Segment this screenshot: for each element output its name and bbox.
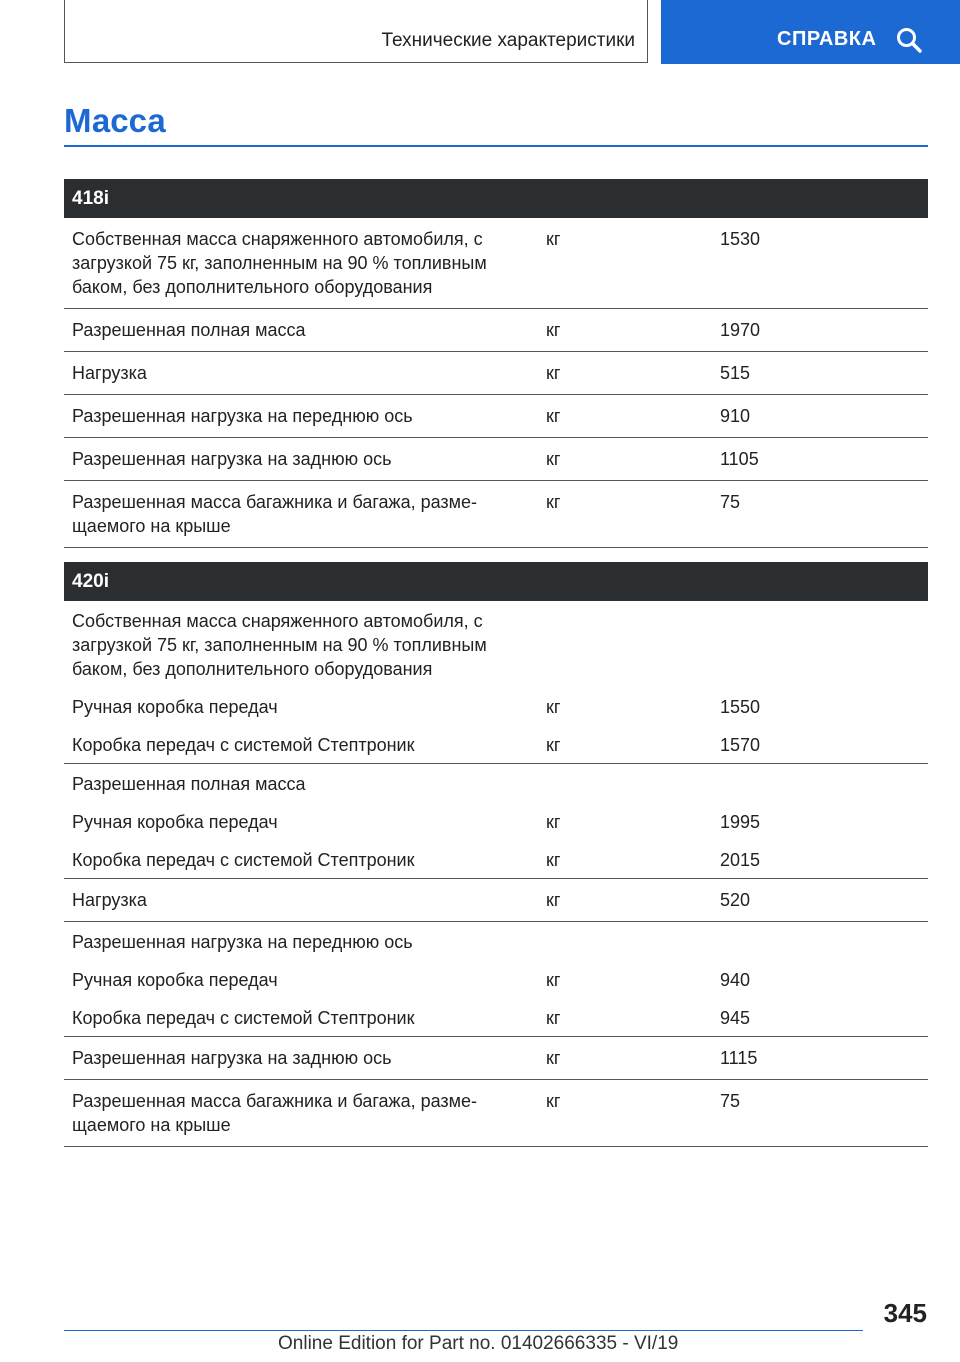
table-row — [64, 687, 928, 725]
help-button[interactable] — [661, 0, 960, 64]
page-title: Масса — [64, 102, 166, 139]
title-divider — [64, 145, 928, 147]
row-label: Ручная коробка передач — [72, 970, 278, 990]
row-unit: кг — [543, 395, 720, 438]
page-number: 345 — [883, 1298, 927, 1328]
table-row — [64, 352, 928, 395]
table-row — [64, 1037, 928, 1080]
row-unit: кг — [543, 998, 720, 1037]
group-header-row — [64, 601, 928, 687]
group-label: Собственная масса снаряженного автомобиля, с загрузкой 75 кг, заполненным на 90 % топливным баком, без дополнительного оборудования — [72, 611, 487, 679]
row-unit: кг — [543, 1080, 720, 1147]
row-value: 520 — [720, 879, 928, 922]
row-value: 2015 — [720, 840, 928, 879]
row-label: Разрешенная масса багажника и багажа, размещаемого на крыше — [64, 1080, 543, 1147]
row-value: 945 — [720, 998, 928, 1037]
row-unit: кг — [546, 970, 561, 990]
table-row — [64, 725, 928, 764]
row-label: Разрешенная нагрузка на заднюю ось — [64, 1037, 543, 1080]
spec-table-420i — [64, 562, 928, 1147]
table-row — [64, 309, 928, 352]
row-unit: кг — [543, 352, 720, 395]
row-label: Собственная масса снаряженного автомобиля, с загрузкой 75 кг, заполненным на 90 % топливным баком, без дополнительного оборудования — [64, 218, 543, 309]
spec-table-418i — [64, 179, 928, 548]
row-value: 515 — [720, 352, 928, 395]
row-label: Ручная коробка передач — [72, 812, 278, 832]
row-value: 1530 — [720, 218, 928, 309]
row-unit: кг — [543, 309, 720, 352]
row-value: 910 — [720, 395, 928, 438]
edition-footer: Online Edition for Part no. 01402666335 - VI/19 — [278, 1333, 679, 1354]
row-label: Нагрузка — [64, 352, 543, 395]
row-label: Нагрузка — [64, 879, 543, 922]
row-value: 1970 — [720, 309, 928, 352]
row-value: 75 — [720, 481, 928, 548]
group-label: Разрешенная полная масса — [72, 774, 306, 794]
row-value: 1570 — [720, 725, 928, 764]
row-value: 1550 — [720, 697, 761, 717]
row-unit: кг — [546, 812, 561, 832]
group-header-row — [64, 764, 928, 803]
row-value: 940 — [720, 970, 751, 990]
table-header-row — [64, 562, 928, 601]
table-row — [64, 998, 928, 1037]
table-row — [64, 481, 928, 548]
row-label: Разрешенная полная масса — [64, 309, 543, 352]
row-label: Коробка передач с системой Стептроник — [64, 998, 543, 1037]
header-section-box — [64, 0, 648, 63]
footer-divider — [64, 1330, 863, 1331]
row-unit: кг — [543, 725, 720, 764]
row-unit: кг — [543, 840, 720, 879]
model-header: 420i — [64, 562, 928, 601]
table-row — [64, 395, 928, 438]
row-unit: кг — [543, 879, 720, 922]
table-row — [64, 218, 928, 309]
row-label: Разрешенная нагрузка на заднюю ось — [64, 438, 543, 481]
row-unit: кг — [543, 481, 720, 548]
row-unit: кг — [543, 438, 720, 481]
row-value: 1995 — [720, 812, 761, 832]
row-value: 75 — [720, 1080, 928, 1147]
table-row — [64, 1080, 928, 1147]
row-label: Коробка передач с системой Стептроник — [64, 840, 543, 879]
table-row — [64, 840, 928, 879]
table-row — [64, 802, 928, 840]
table-row — [64, 438, 928, 481]
section-title: Технические характеристики — [381, 30, 635, 51]
row-value: 1115 — [720, 1037, 928, 1080]
search-icon — [896, 27, 922, 53]
row-unit: кг — [543, 1037, 720, 1080]
group-label: Разрешенная нагрузка на переднюю ось — [72, 932, 413, 952]
row-label: Разрешенная нагрузка на переднюю ось — [64, 395, 543, 438]
row-value: 1105 — [720, 438, 928, 481]
row-unit: кг — [546, 697, 561, 717]
table-row — [64, 879, 928, 922]
row-label: Разрешенная масса багажника и багажа, размещаемого на крыше — [64, 481, 543, 548]
row-label: Ручная коробка передач — [72, 697, 278, 717]
model-header: 418i — [64, 179, 928, 218]
row-label: Коробка передач с системой Стептроник — [64, 725, 543, 764]
help-button-label: СПРАВКА — [777, 28, 877, 50]
table-row — [64, 960, 928, 998]
table-header-row — [64, 179, 928, 218]
group-header-row — [64, 922, 928, 961]
row-unit: кг — [543, 218, 720, 309]
